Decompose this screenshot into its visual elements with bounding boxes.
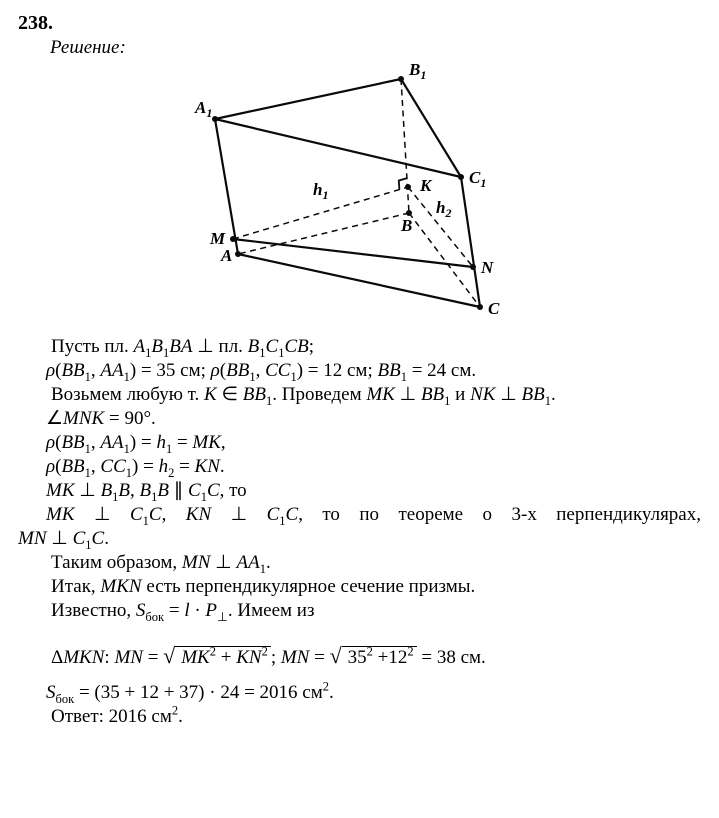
prism-diagram [185, 59, 515, 323]
vertex-label-N: N [481, 258, 494, 277]
solution-text [18, 335, 701, 729]
vertex-label-B: B [401, 216, 413, 235]
solution-line: $\rho(BB_1$, $AA_1) = h_1$ = MK, [46, 432, 226, 456]
vertex-label-A1: $A_1$ [195, 98, 213, 120]
sqrt-expression: √ $35^2 +12^2$ [330, 647, 417, 668]
solution-line: $S_{бок} = (35 + 12 + 37) \cdot 24 = 2016$ $см^2$. [46, 679, 334, 706]
solution-line: $\rho(BB_1$, $AA_1) = 35$ см; $\rho(BB_1$, $CC_1) = 12$ см; $BB_1 = 24$ см. [46, 360, 477, 384]
vertex-label-B1: $B_1$ [409, 60, 427, 82]
edge-M-N [233, 239, 473, 267]
height-label-h1: $h_1$ [313, 180, 329, 202]
edge-A1-B1 [215, 79, 401, 119]
solution-formula: ΔMKN: MN = √ $MK^2 + KN^2$ ; MN = √ $35^2 +12^2 = 38$ см. [51, 643, 486, 668]
edge-B1-B [401, 79, 409, 213]
solution-line: MK ⊥ $B_1B$, $B_1B$ ∥ $C_1C$, то [46, 480, 247, 504]
height-label-h2: $h_2$ [436, 198, 452, 220]
problem-number: 238. [18, 12, 53, 34]
solution-line: Возьмем любую т. K ∈ $BB_1$. Проведем MK ⊥ $BB_1$ и NK ⊥ $BB_1$. [51, 384, 556, 408]
vertex-dot-M [230, 236, 236, 242]
vertex-dot-N [470, 264, 476, 270]
answer-line: Ответ: 2016 $см^2$. [51, 703, 183, 727]
sqrt-expression: √ $MK^2 + KN^2$ [163, 647, 271, 668]
vertex-dot-B1 [398, 76, 404, 82]
edge-B-A [238, 213, 409, 254]
vertex-dot-A [235, 251, 241, 257]
solution-line: ∠MNK = 90°. [46, 408, 156, 429]
vertex-dot-C1 [458, 174, 464, 180]
edge-A-C [238, 254, 480, 307]
vertex-label-C1: $C_1$ [469, 168, 487, 190]
solution-line: Таким образом, MN ⊥ $AA_1$. [51, 552, 271, 576]
solution-line: Известно, $S_{бок} = l \cdot P_\perp$. Имеем из [51, 600, 315, 624]
solution-line: MN ⊥ $C_1C$. [18, 528, 109, 552]
solution-line: Пусть пл. $A_1B_1BA$ ⊥ пл. $B_1C_1CB$; [51, 336, 315, 360]
vertex-label-A: A [221, 246, 233, 265]
edge-A1-C1 [215, 119, 461, 177]
solution-line: $\rho(BB_1$, $CC_1) = h_2$ = KN. [46, 456, 225, 480]
vertex-label-C: C [488, 299, 500, 318]
vertex-label-M: M [210, 229, 226, 248]
vertex-label-K: K [420, 176, 432, 195]
vertex-dot-A1 [212, 116, 218, 122]
solution-label: Решение: [50, 37, 126, 58]
edge-C1-C [461, 177, 480, 307]
vertex-dot-K [405, 184, 411, 190]
edge-B1-C1 [401, 79, 461, 177]
vertex-dot-C [477, 304, 483, 310]
solution-line: Итак, MKN есть перпендикулярное сечение призмы. [51, 576, 476, 597]
solution-line: MK ⊥ $C_1C$, KN ⊥ $C_1C$, то по теореме о 3-х перпендикулярах, [46, 504, 701, 528]
